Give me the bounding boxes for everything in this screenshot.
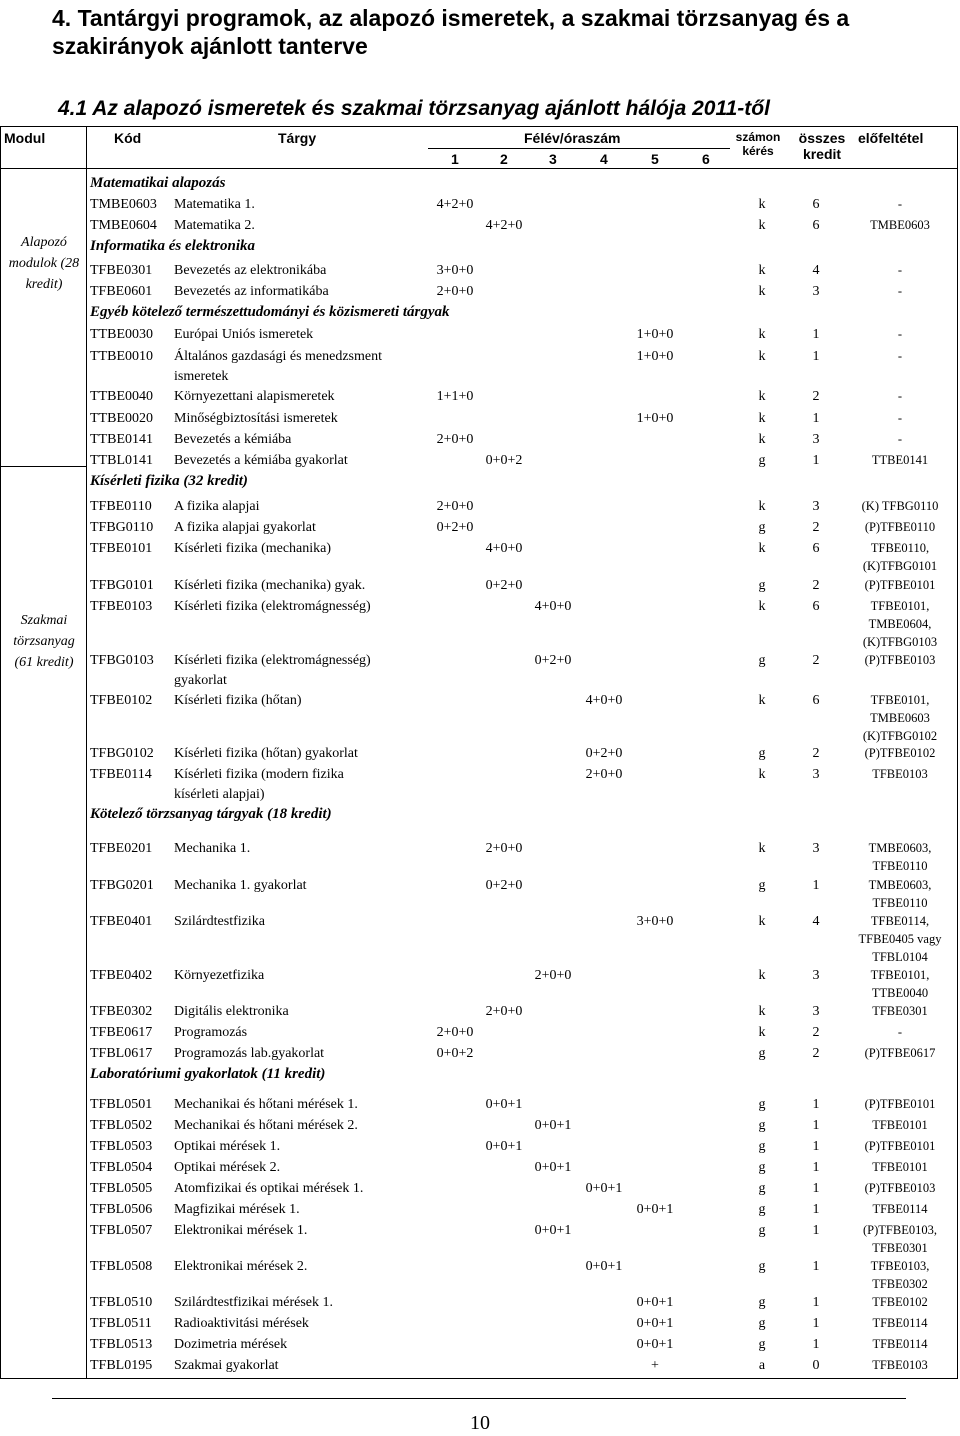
prerequisite: (P)TFBE0110 xyxy=(864,520,936,534)
course-code: TTBE0040 xyxy=(90,389,153,404)
course-name: Bevezetés a kémiába gyakorlat xyxy=(174,453,348,468)
course-hours: 2+0+0 xyxy=(436,432,474,447)
course-hours: 2+0+0 xyxy=(534,968,572,983)
course-exam-type: k xyxy=(758,693,766,708)
course-credit: 2 xyxy=(812,653,820,668)
course-code: TFBL0505 xyxy=(90,1181,153,1196)
course-hours: 4+0+0 xyxy=(585,693,623,708)
course-credit: 3 xyxy=(812,499,820,514)
course-exam-type: k xyxy=(758,1025,766,1040)
right-border xyxy=(957,126,958,1378)
prerequisite-line: TFBE0405 vagy xyxy=(858,932,942,946)
course-hours: 0+0+1 xyxy=(636,1316,674,1331)
course-hours: 3+0+0 xyxy=(636,914,674,929)
prerequisite-line: (K)TFBG0101 xyxy=(862,559,938,573)
course-exam-type: g xyxy=(758,746,766,761)
course-credit: 2 xyxy=(812,1025,820,1040)
prerequisite: TMBE0603 xyxy=(870,218,930,232)
course-code: TFBE0302 xyxy=(90,1004,153,1019)
course-name: Szilárdtestfizikai mérések 1. xyxy=(174,1295,333,1310)
course-name: Dozimetria mérések xyxy=(174,1337,288,1352)
course-exam-type: k xyxy=(758,541,766,556)
course-hours: 0+0+1 xyxy=(636,1337,674,1352)
course-exam-type: g xyxy=(758,453,766,468)
course-credit: 1 xyxy=(812,1259,820,1274)
course-hours: 0+0+2 xyxy=(485,453,523,468)
course-hours: 2+0+0 xyxy=(485,1004,523,1019)
course-hours: 1+1+0 xyxy=(436,389,474,404)
course-credit: 6 xyxy=(812,599,820,614)
course-hours: 4+2+0 xyxy=(436,197,474,212)
course-name: Matematika 2. xyxy=(174,218,255,233)
course-name: Mechanika 1. gyakorlat xyxy=(174,878,307,893)
course-credit: 1 xyxy=(812,349,820,364)
course-credit: 2 xyxy=(812,389,820,404)
prerequisite: TFBE0101 xyxy=(872,1118,928,1132)
prerequisite-line: TMBE0603 xyxy=(870,711,930,725)
course-name: Kísérleti fizika (hőtan) xyxy=(174,693,302,708)
course-name: Környezettani alapismeretek xyxy=(174,389,335,404)
prerequisite: (P)TFBE0102 xyxy=(864,746,936,760)
course-code: TFBG0101 xyxy=(90,578,154,593)
course-code: TTBE0030 xyxy=(90,327,153,342)
prerequisite: (P)TFBE0101 xyxy=(864,1139,936,1153)
course-exam-type: k xyxy=(758,284,766,299)
course-name: Kísérleti fizika (elektromágnesség) xyxy=(174,599,371,614)
course-code: TFBL0506 xyxy=(90,1202,153,1217)
section-heading: Egyéb kötelező természettudományi és közismereti tárgyak xyxy=(90,304,450,320)
prerequisite: - xyxy=(897,284,903,298)
course-credit: 0 xyxy=(812,1358,820,1373)
header-kod: Kód xyxy=(114,130,142,146)
header-modul: Modul xyxy=(4,130,46,146)
course-code: TFBE0102 xyxy=(90,693,153,708)
course-hours: 0+0+1 xyxy=(585,1181,623,1196)
course-credit: 1 xyxy=(812,1181,820,1196)
header-szamonkeres: számon kérés xyxy=(735,130,781,158)
course-name: Környezetfizika xyxy=(174,968,265,983)
course-credit: 1 xyxy=(812,453,820,468)
course-hours: 4+2+0 xyxy=(485,218,523,233)
course-credit: 6 xyxy=(812,197,820,212)
prerequisite: (K) TFBG0110 xyxy=(861,499,939,513)
prerequisite: (P)TFBE0103 xyxy=(864,1181,936,1195)
course-hours: 2+0+0 xyxy=(585,767,623,782)
course-credit: 2 xyxy=(812,746,820,761)
course-code: TTBE0010 xyxy=(90,349,153,364)
course-code: TMBE0604 xyxy=(90,218,157,233)
course-exam-type: g xyxy=(758,1202,766,1217)
prerequisite-line: (P)TFBE0103, xyxy=(863,1223,937,1237)
course-name: Bevezetés a kémiába xyxy=(174,432,292,447)
course-name: A fizika alapjai xyxy=(174,499,260,514)
course-name: Optikai mérések 2. xyxy=(174,1160,281,1175)
course-hours: 0+2+0 xyxy=(585,746,623,761)
prerequisite-line: TFBE0110 xyxy=(872,896,928,910)
course-exam-type: k xyxy=(758,499,766,514)
prerequisite: - xyxy=(897,432,903,446)
course-code: TFBL0508 xyxy=(90,1259,153,1274)
prerequisite: TTBE0141 xyxy=(871,453,929,467)
course-name-line: ismeretek xyxy=(174,369,229,384)
prerequisite: TFBE0114 xyxy=(872,1337,928,1351)
prerequisite: - xyxy=(897,327,903,341)
course-credit: 1 xyxy=(812,1160,820,1175)
course-exam-type: g xyxy=(758,1295,766,1310)
course-exam-type: k xyxy=(758,599,766,614)
course-exam-type: g xyxy=(758,578,766,593)
course-exam-type: k xyxy=(758,841,766,856)
modul-col-rule xyxy=(86,126,87,1378)
section-heading: Laboratóriumi gyakorlatok (11 kredit) xyxy=(90,1066,326,1082)
course-hours: 0+0+1 xyxy=(636,1202,674,1217)
course-hours: 0+0+1 xyxy=(485,1097,523,1112)
course-hours: 0+0+1 xyxy=(534,1223,572,1238)
prerequisite-line: TFBE0101, xyxy=(870,968,930,982)
prerequisite-line: TMBE0603, xyxy=(868,841,932,855)
course-credit: 1 xyxy=(812,327,820,342)
course-exam-type: g xyxy=(758,1337,766,1352)
course-code: TFBE0103 xyxy=(90,599,153,614)
course-code: TFBL0507 xyxy=(90,1223,153,1238)
section-heading: Kísérleti fizika (32 kredit) xyxy=(90,473,248,489)
course-hours: 0+0+1 xyxy=(485,1139,523,1154)
section-heading: Informatika és elektronika xyxy=(90,238,256,254)
course-code: TTBE0141 xyxy=(90,432,153,447)
course-code: TFBL0501 xyxy=(90,1097,153,1112)
course-credit: 1 xyxy=(812,1118,820,1133)
prerequisite-line: TFBE0301 xyxy=(872,1241,928,1255)
semester-number: 3 xyxy=(549,151,557,167)
course-exam-type: g xyxy=(758,1046,766,1061)
prerequisite-line: TTBE0040 xyxy=(871,986,929,1000)
course-credit: 2 xyxy=(812,1046,820,1061)
module-szakmai: Szakmai törzsanyag (61 kredit) xyxy=(13,613,75,670)
course-code: TFBL0503 xyxy=(90,1139,153,1154)
header-bottom-rule xyxy=(0,168,958,169)
course-name: Elektronikai mérések 2. xyxy=(174,1259,308,1274)
prerequisite-line: TFBE0101, xyxy=(870,693,930,707)
course-hours: 2+0+0 xyxy=(436,284,474,299)
course-credit: 1 xyxy=(812,878,820,893)
course-code: TFBL0502 xyxy=(90,1118,153,1133)
prerequisite: (P)TFBE0617 xyxy=(864,1046,936,1060)
course-exam-type: k xyxy=(758,218,766,233)
course-exam-type: g xyxy=(758,1181,766,1196)
prerequisite: - xyxy=(897,1025,903,1039)
course-hours: 0+2+0 xyxy=(485,878,523,893)
prerequisite-line: TFBE0101, xyxy=(870,599,930,613)
prerequisite: TFBE0114 xyxy=(872,1316,928,1330)
course-credit: 3 xyxy=(812,968,820,983)
course-credit: 1 xyxy=(812,1316,820,1331)
course-hours: 0+0+2 xyxy=(436,1046,474,1061)
course-code: TFBE0402 xyxy=(90,968,153,983)
course-credit: 2 xyxy=(812,578,820,593)
header-felev: Félév/óraszám xyxy=(524,130,621,146)
course-name: Szilárdtestfizika xyxy=(174,914,265,929)
course-credit: 1 xyxy=(812,1337,820,1352)
felev-rule xyxy=(428,148,730,149)
course-name: Kísérleti fizika (hőtan) gyakorlat xyxy=(174,746,358,761)
course-credit: 6 xyxy=(812,693,820,708)
course-name: Mechanika 1. xyxy=(174,841,251,856)
course-name: Programozás xyxy=(174,1025,248,1040)
course-code: TTBE0020 xyxy=(90,411,153,426)
course-exam-type: k xyxy=(758,432,766,447)
course-hours: 2+0+0 xyxy=(485,841,523,856)
prerequisite: (P)TFBE0101 xyxy=(864,578,936,592)
course-code: TFBL0504 xyxy=(90,1160,153,1175)
course-exam-type: g xyxy=(758,1223,766,1238)
course-code: TFBL0617 xyxy=(90,1046,153,1061)
page-heading: 4. Tantárgyi programok, az alapozó ismeretek, a szakmai törzsanyag és a szakirányok ajánlott tanterve xyxy=(52,5,850,59)
course-credit: 3 xyxy=(812,284,820,299)
course-hours: 0+0+1 xyxy=(636,1295,674,1310)
prerequisite: - xyxy=(897,389,903,403)
course-exam-type: k xyxy=(758,767,766,782)
course-exam-type: g xyxy=(758,1139,766,1154)
prerequisite-line: (K)TFBG0102 xyxy=(862,729,938,743)
course-credit: 3 xyxy=(812,432,820,447)
course-credit: 1 xyxy=(812,1295,820,1310)
course-code: TFBG0201 xyxy=(90,878,154,893)
module-alapozo: Alapozó modulok (28 kredit) xyxy=(8,235,80,292)
course-credit: 1 xyxy=(812,411,820,426)
prerequisite-line: TFBE0103, xyxy=(870,1259,930,1273)
prerequisite-line: TMBE0604, xyxy=(868,617,932,631)
course-exam-type: k xyxy=(758,411,766,426)
section-heading: Matematikai alapozás xyxy=(90,175,226,191)
course-hours: 4+0+0 xyxy=(534,599,572,614)
course-name: Digitális elektronika xyxy=(174,1004,289,1019)
course-name: Minőségbiztosítási ismeretek xyxy=(174,411,338,426)
prerequisite: (P)TFBE0101 xyxy=(864,1097,936,1111)
course-hours: + xyxy=(651,1358,659,1373)
header-targy: Tárgy xyxy=(278,130,317,146)
course-name: Atomfizikai és optikai mérések 1. xyxy=(174,1181,364,1196)
course-code: TMBE0603 xyxy=(90,197,157,212)
course-name: Mechanikai és hőtani mérések 1. xyxy=(174,1097,358,1112)
course-credit: 6 xyxy=(812,218,820,233)
course-credit: 4 xyxy=(812,914,820,929)
course-name-line: kísérleti alapjai) xyxy=(174,787,265,802)
course-name: Kísérleti fizika (mechanika) gyak. xyxy=(174,578,366,593)
prerequisite: - xyxy=(897,349,903,363)
course-credit: 6 xyxy=(812,541,820,556)
course-credit: 1 xyxy=(812,1139,820,1154)
prerequisite: - xyxy=(897,263,903,277)
course-hours: 0+2+0 xyxy=(534,653,572,668)
course-name-line: Kísérleti fizika (elektromágnesség) xyxy=(174,653,371,668)
course-name: Programozás lab.gyakorlat xyxy=(174,1046,325,1061)
course-name: Mechanikai és hőtani mérések 2. xyxy=(174,1118,358,1133)
course-hours: 2+0+0 xyxy=(436,1025,474,1040)
prerequisite: TFBE0114 xyxy=(872,1202,928,1216)
course-code: TFBE0114 xyxy=(90,767,152,782)
course-name: Optikai mérések 1. xyxy=(174,1139,281,1154)
course-code: TFBG0103 xyxy=(90,653,154,668)
course-credit: 3 xyxy=(812,841,820,856)
course-exam-type: k xyxy=(758,1004,766,1019)
course-exam-type: k xyxy=(758,327,766,342)
page-subheading: 4.1 Az alapozó ismeretek és szakmai törzsanyag ajánlott hálója 2011-től xyxy=(58,97,770,120)
course-exam-type: k xyxy=(758,968,766,983)
prerequisite: TFBE0103 xyxy=(872,767,928,781)
course-exam-type: a xyxy=(758,1358,766,1373)
course-code: TFBL0510 xyxy=(90,1295,153,1310)
course-exam-type: k xyxy=(758,263,766,278)
left-border xyxy=(0,126,1,1378)
course-code: TFBE0110 xyxy=(90,499,152,514)
course-credit: 1 xyxy=(812,1202,820,1217)
course-name: Bevezetés az informatikába xyxy=(174,284,329,299)
header-top-rule xyxy=(0,126,958,127)
course-code: TFBE0617 xyxy=(90,1025,153,1040)
section-heading: Kötelező törzsanyag tárgyak (18 kredit) xyxy=(90,806,332,822)
prerequisite: TFBE0301 xyxy=(872,1004,928,1018)
course-name-line: Kísérleti fizika (modern fizika xyxy=(174,767,344,782)
semester-number: 6 xyxy=(702,151,710,167)
course-hours: 1+0+0 xyxy=(636,327,674,342)
module-divider xyxy=(0,466,86,467)
prerequisite-line: TFBE0110, xyxy=(870,541,930,555)
table-bottom-rule xyxy=(0,1378,958,1379)
semester-number: 1 xyxy=(451,151,459,167)
prerequisite: TFBE0103 xyxy=(872,1358,928,1372)
course-code: TFBG0110 xyxy=(90,520,154,535)
course-exam-type: g xyxy=(758,1097,766,1112)
prerequisite-line: TFBL0104 xyxy=(872,950,928,964)
course-code: TFBE0601 xyxy=(90,284,153,299)
course-exam-type: k xyxy=(758,389,766,404)
course-code: TFBL0195 xyxy=(90,1358,153,1373)
footer-rule xyxy=(52,1398,906,1399)
prerequisite-line: TFBE0302 xyxy=(872,1277,928,1291)
semester-number: 2 xyxy=(500,151,508,167)
course-code: TFBG0102 xyxy=(90,746,154,761)
course-exam-type: g xyxy=(758,653,766,668)
prerequisite: TFBE0102 xyxy=(872,1295,928,1309)
course-hours: 0+0+1 xyxy=(534,1160,572,1175)
prerequisite: TFBE0101 xyxy=(872,1160,928,1174)
semester-number: 5 xyxy=(651,151,659,167)
course-credit: 4 xyxy=(812,263,820,278)
prerequisite-line: TMBE0603, xyxy=(868,878,932,892)
course-hours: 4+0+0 xyxy=(485,541,523,556)
prerequisite: (P)TFBE0103 xyxy=(864,653,936,667)
course-code: TTBL0141 xyxy=(90,453,153,468)
course-name: Európai Uniós ismeretek xyxy=(174,327,314,342)
course-name: Szakmai gyakorlat xyxy=(174,1358,279,1373)
course-code: TFBE0401 xyxy=(90,914,153,929)
course-exam-type: g xyxy=(758,1259,766,1274)
course-exam-type: g xyxy=(758,1160,766,1175)
course-code: TFBL0511 xyxy=(90,1316,152,1331)
course-code: TFBE0301 xyxy=(90,263,153,278)
course-hours: 1+0+0 xyxy=(636,411,674,426)
course-name: Kísérleti fizika (mechanika) xyxy=(174,541,332,556)
course-hours: 0+0+1 xyxy=(585,1259,623,1274)
prerequisite-line: (K)TFBG0103 xyxy=(862,635,938,649)
course-exam-type: k xyxy=(758,197,766,212)
course-hours: 0+2+0 xyxy=(485,578,523,593)
course-exam-type: g xyxy=(758,520,766,535)
course-code: TFBL0513 xyxy=(90,1337,153,1352)
course-name: Bevezetés az elektronikába xyxy=(174,263,327,278)
course-name: Radioaktivitási mérések xyxy=(174,1316,309,1331)
course-name: Elektronikai mérések 1. xyxy=(174,1223,308,1238)
prerequisite-line: TFBE0110 xyxy=(872,859,928,873)
semester-number: 4 xyxy=(600,151,608,167)
course-exam-type: k xyxy=(758,914,766,929)
course-credit: 1 xyxy=(812,1097,820,1112)
page-number: 10 xyxy=(470,1412,490,1434)
prerequisite-line: TFBE0114, xyxy=(870,914,930,928)
course-exam-type: g xyxy=(758,1316,766,1331)
course-exam-type: g xyxy=(758,1118,766,1133)
course-exam-type: g xyxy=(758,878,766,893)
course-hours: 3+0+0 xyxy=(436,263,474,278)
course-credit: 2 xyxy=(812,520,820,535)
course-exam-type: k xyxy=(758,349,766,364)
header-elofeltetel: előfeltétel xyxy=(858,130,924,146)
course-credit: 3 xyxy=(812,767,820,782)
header-osszes: összes kredit xyxy=(798,130,846,162)
course-code: TFBE0101 xyxy=(90,541,153,556)
course-name: Matematika 1. xyxy=(174,197,255,212)
course-name: A fizika alapjai gyakorlat xyxy=(174,520,316,535)
course-hours: 2+0+0 xyxy=(436,499,474,514)
course-name: Magfizikai mérések 1. xyxy=(174,1202,300,1217)
course-hours: 1+0+0 xyxy=(636,349,674,364)
course-hours: 0+0+1 xyxy=(534,1118,572,1133)
course-hours: 0+2+0 xyxy=(436,520,474,535)
course-credit: 3 xyxy=(812,1004,820,1019)
course-name-line: gyakorlat xyxy=(174,673,227,688)
course-name-line: Általános gazdasági és menedzsment xyxy=(174,349,382,364)
course-code: TFBE0201 xyxy=(90,841,153,856)
prerequisite: - xyxy=(897,197,903,211)
prerequisite: - xyxy=(897,411,903,425)
course-credit: 1 xyxy=(812,1223,820,1238)
